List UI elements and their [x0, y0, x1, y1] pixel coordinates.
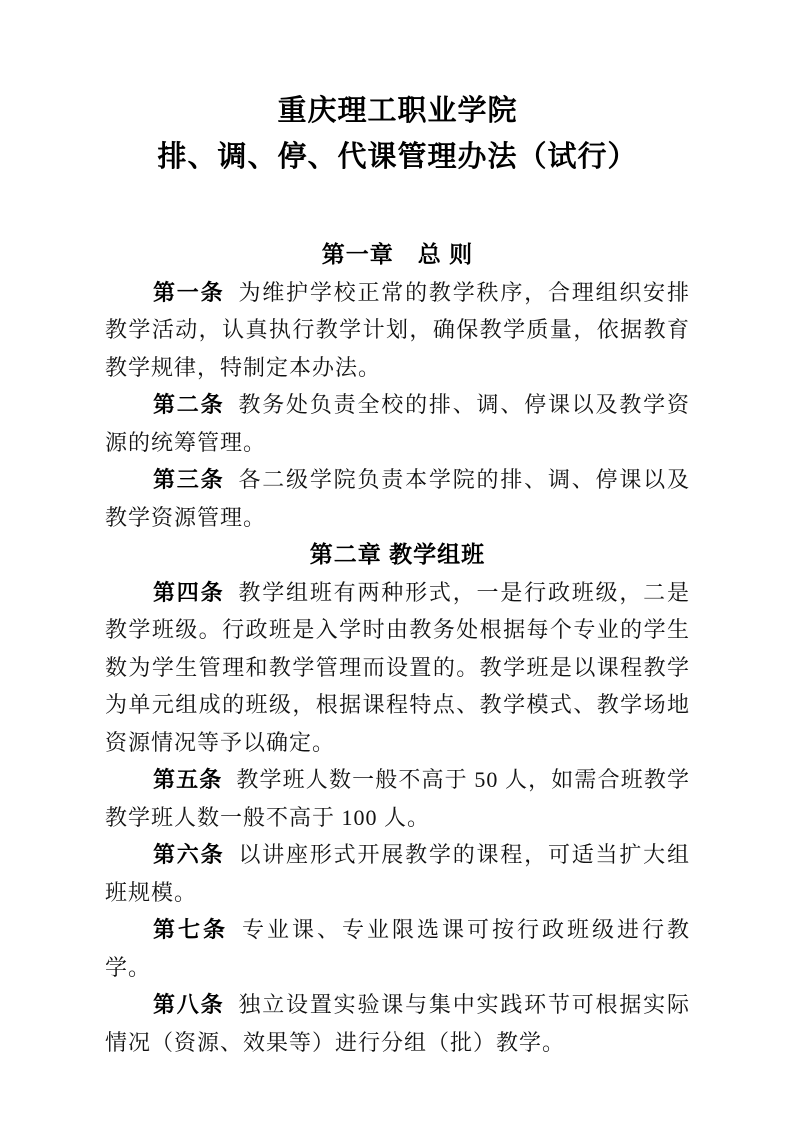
- article-3-paragraph: [105, 461, 690, 536]
- article-1-label: 第一条: [153, 279, 225, 305]
- article-2-label: 第二条: [153, 392, 225, 417]
- article-2-paragraph: [105, 386, 690, 461]
- article-4-label: 第四条: [153, 579, 225, 605]
- article-5-paragraph: [105, 761, 690, 836]
- doc-title-line1: 重庆理工职业学院: [277, 95, 518, 127]
- article-6-label: 第六条: [153, 842, 225, 867]
- article-7-paragraph: [105, 911, 690, 986]
- chapter-1-heading: 第一章 总 则: [321, 241, 474, 267]
- document-body: [105, 236, 690, 1061]
- doc-title-line2: 排、调、停、代课管理办法（试行）: [157, 141, 638, 173]
- article-3-text: 各二级学院负责本学院的排、调、停课以及教学资源管理。: [105, 467, 690, 530]
- article-7-text: 专业课、专业限选课可按行政班级进行教学。: [105, 917, 690, 980]
- article-8-text: 独立设置实验课与集中实践环节可根据实际情况（资源、效果等）进行分组（批）教学。: [105, 992, 690, 1055]
- chapter-2-heading: 第二章 教学组班: [309, 541, 486, 567]
- article-4-paragraph: [105, 574, 690, 762]
- article-5-label: 第五条: [153, 767, 223, 792]
- article-8-paragraph: [105, 986, 690, 1061]
- article-8-label: 第八条: [153, 992, 225, 1017]
- article-7-label: 第七条: [153, 917, 228, 942]
- article-6-text: 以讲座形式开展教学的课程，可适当扩大组班规模。: [105, 842, 690, 905]
- article-1-text: 为维护学校正常的教学秩序，合理组织安排教学活动，认真执行教学计划，确保教学质量，依据教育教学规律，特制定本办法。: [105, 279, 690, 380]
- article-6-paragraph: [105, 836, 690, 911]
- article-2-text: 教务处负责全校的排、调、停课以及教学资源的统筹管理。: [105, 392, 690, 455]
- article-4-text: 教学组班有两种形式，一是行政班级，二是教学班级。行政班是入学时由教务处根据每个专业的学生数为学生管理和教学管理而设置的。教学班是以课程教学为单元组成的班级，根据课程特点、教学模式、教学场地资源情况等予以确定。: [105, 579, 690, 755]
- article-3-label: 第三条: [153, 467, 225, 492]
- article-5-text: 教学班人数一般不高于 50 人，如需合班教学教学班人数一般不高于 100 人。: [105, 767, 690, 830]
- article-1-paragraph: [105, 274, 690, 387]
